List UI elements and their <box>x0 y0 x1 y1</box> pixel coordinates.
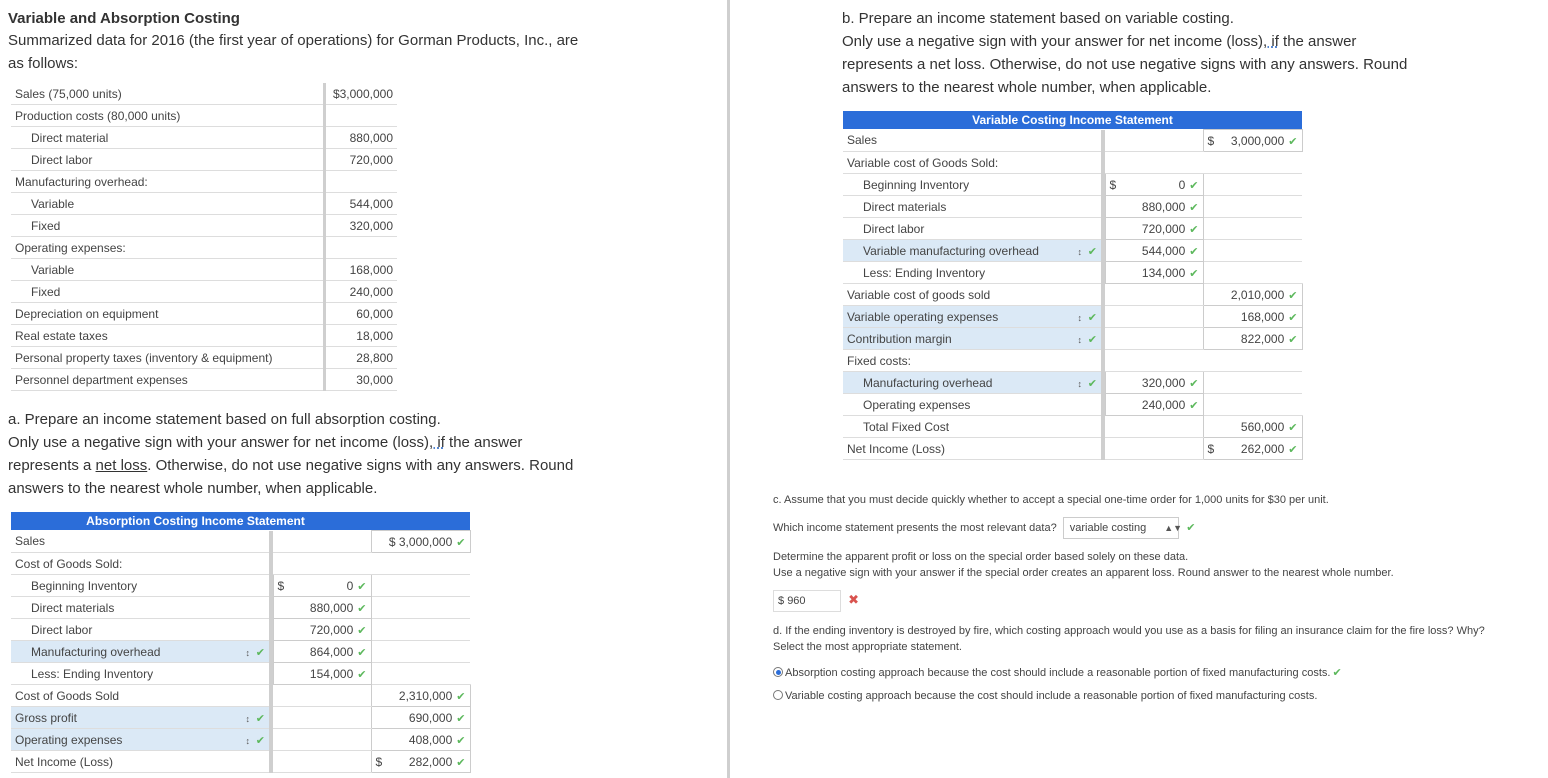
part-c-question: Which income statement presents the most relevant data? <box>773 522 1057 534</box>
check-icon: ✔ <box>255 646 265 659</box>
row-label: Direct materials <box>31 600 115 615</box>
check-icon: ✔ <box>1189 201 1199 214</box>
summary-row <box>11 303 397 325</box>
select-control[interactable] <box>1076 244 1097 258</box>
amount-column-3 <box>1203 262 1302 284</box>
part-a-line-4: answers to the nearest whole number, when applicable. <box>8 480 378 497</box>
statement-row <box>843 416 1302 438</box>
part-a-instructions <box>8 408 723 500</box>
summary-label: Manufacturing overhead: <box>11 171 323 193</box>
amount-column-2 <box>273 685 371 707</box>
part-b-line-2: Only use a negative sign with your answer for net income (loss), if the answer <box>842 33 1357 50</box>
summary-amount: 880,000 <box>326 127 397 149</box>
amount-column-2 <box>273 707 371 729</box>
amount-column-2 <box>273 531 371 553</box>
amount-column-3 <box>1203 372 1302 394</box>
check-icon: ✔ <box>1288 135 1298 148</box>
statement-row <box>11 597 470 619</box>
check-icon: ✔ <box>456 712 466 725</box>
dollar-sign: $ <box>1207 441 1215 456</box>
summary-amount <box>326 237 397 259</box>
row-label: Less: Ending Inventory <box>31 666 154 681</box>
statement-label <box>843 218 1101 240</box>
amount-column-2 <box>273 751 371 773</box>
row-label: Variable operating expenses <box>847 309 999 324</box>
amount-value: 0 <box>1178 177 1186 192</box>
dollar-sign: $ <box>1207 133 1215 148</box>
amount-column-2 <box>1105 152 1203 174</box>
statement-label <box>843 284 1101 306</box>
summary-row <box>11 193 397 215</box>
summary-amount: 544,000 <box>326 193 397 215</box>
row-label: Sales <box>847 133 878 148</box>
summary-amount <box>326 171 397 193</box>
row-label: Cost of Goods Sold <box>15 688 120 703</box>
row-label: Variable cost of goods sold <box>847 287 991 302</box>
amount-column-3 <box>371 641 470 663</box>
amount-column-2 <box>273 553 371 575</box>
part-c-section <box>773 492 1543 612</box>
amount-column-3[interactable] <box>371 751 470 773</box>
statement-label-select[interactable] <box>11 729 269 751</box>
summary-label: Direct material <box>11 127 323 149</box>
summary-row <box>11 281 397 303</box>
amount-column-2 <box>1105 306 1203 328</box>
amount-value: $ 3,000,000 <box>388 534 453 549</box>
statement-label <box>11 531 269 553</box>
amount-column-3[interactable] <box>1203 328 1302 350</box>
amount-column-3 <box>1203 394 1302 416</box>
summary-amount: 18,000 <box>326 325 397 347</box>
amount-value: 134,000 <box>1141 265 1186 280</box>
panel-divider <box>727 0 730 778</box>
check-icon: ✔ <box>1087 377 1097 390</box>
check-icon: ✔ <box>1288 421 1298 434</box>
amount-value: 2,010,000 <box>1230 287 1285 302</box>
part-a-line-1: a. Prepare an income statement based on full absorption costing. <box>8 411 441 428</box>
summary-label: Fixed <box>11 215 323 237</box>
amount-column-3 <box>1203 196 1302 218</box>
check-icon: ✔ <box>1189 245 1199 258</box>
row-label: Direct materials <box>863 199 947 214</box>
amount-column-3[interactable] <box>1203 130 1302 152</box>
statement-row <box>843 350 1302 372</box>
row-label: Net Income (Loss) <box>847 441 946 456</box>
select-arrows-icon: ↕ <box>1077 246 1083 257</box>
select-control[interactable] <box>244 733 265 747</box>
statement-row <box>11 531 470 553</box>
select-arrows-icon: ↕ <box>245 713 251 724</box>
statement-row <box>843 328 1302 350</box>
amount-column-3 <box>371 619 470 641</box>
glossary-link-if-b[interactable]: , if <box>1263 33 1279 50</box>
statement-row <box>843 438 1302 460</box>
check-icon: ✔ <box>456 690 466 703</box>
select-control[interactable] <box>1076 376 1097 390</box>
summary-label: Personnel department expenses <box>11 369 323 391</box>
check-icon: ✔ <box>1189 223 1199 236</box>
row-label: Total Fixed Cost <box>863 419 950 434</box>
part-b-line-1: b. Prepare an income statement based on variable costing. <box>842 10 1234 27</box>
summary-label: Operating expenses: <box>11 237 323 259</box>
amount-column-2 <box>1105 350 1203 372</box>
statement-row <box>11 641 470 663</box>
statement-label-select[interactable] <box>11 707 269 729</box>
amount-column-2[interactable] <box>273 619 371 641</box>
summary-label: Depreciation on equipment <box>11 303 323 325</box>
part-c-line-3: Determine the apparent profit or loss on the special order based solely on these data. <box>773 551 1189 563</box>
summary-amount: 168,000 <box>326 259 397 281</box>
statement-row <box>843 174 1302 196</box>
summary-amount: 30,000 <box>326 369 397 391</box>
row-label: Beginning Inventory <box>863 177 970 192</box>
amount-column-2[interactable] <box>273 597 371 619</box>
statement-label <box>11 685 269 707</box>
statement-label <box>11 751 269 773</box>
part-c-question-row <box>773 517 1543 539</box>
statement-label <box>843 350 1101 372</box>
part-b-instructions <box>842 7 1542 99</box>
check-icon: ✔ <box>357 580 367 593</box>
check-icon: ✔ <box>255 734 265 747</box>
amount-column-3 <box>1203 350 1302 372</box>
amount-column-3 <box>371 597 470 619</box>
amount-column-3[interactable] <box>371 707 470 729</box>
select-arrows-icon: ↕ <box>1077 334 1083 345</box>
select-arrows-icon: ↕ <box>245 735 251 746</box>
statement-row <box>843 284 1302 306</box>
amount-column-2 <box>1105 438 1203 460</box>
statement-label <box>11 619 269 641</box>
check-icon: ✔ <box>456 756 466 769</box>
summary-label: Sales (75,000 units) <box>11 83 323 105</box>
summary-row <box>11 215 397 237</box>
check-icon: ✔ <box>1087 245 1097 258</box>
statement-label-select[interactable] <box>843 240 1101 262</box>
row-label: Variable cost of Goods Sold: <box>847 155 999 170</box>
statement-row <box>11 707 470 729</box>
amount-column-3[interactable] <box>1203 284 1302 306</box>
summary-label: Real estate taxes <box>11 325 323 347</box>
check-icon: ✔ <box>1288 443 1298 456</box>
select-control[interactable] <box>1076 310 1097 324</box>
amount-column-3 <box>1203 240 1302 262</box>
summary-label: Fixed <box>11 281 323 303</box>
part-d-line-1: d. If the ending inventory is destroyed by fire, which costing approach would you use as a basis for filing an insurance claim for the fire loss? Why? <box>773 625 1485 637</box>
row-label: Contribution margin <box>847 331 952 346</box>
row-label: Net Income (Loss) <box>15 754 114 769</box>
amount-column-2[interactable] <box>1105 218 1203 240</box>
amount-column-2[interactable] <box>1105 262 1203 284</box>
statement-row <box>11 751 470 773</box>
amount-column-3[interactable] <box>1203 438 1302 460</box>
absorption-statement <box>11 512 470 773</box>
amount-value: 240,000 <box>1141 397 1186 412</box>
statement-label <box>843 152 1101 174</box>
summary-amount: 720,000 <box>326 149 397 171</box>
summary-row <box>11 325 397 347</box>
radio-variable[interactable] <box>773 690 783 700</box>
statement-row <box>843 152 1302 174</box>
dollar-sign: $ <box>375 754 383 769</box>
summary-row <box>11 105 397 127</box>
amount-value: 3,000,000 <box>1230 133 1285 148</box>
summary-label: Variable <box>11 259 323 281</box>
amount-column-3 <box>371 553 470 575</box>
statement-label-select[interactable] <box>843 306 1101 328</box>
part-a-line-3: represents a net loss. Otherwise, do not use negative signs with any answers. Round <box>8 457 574 474</box>
check-icon: ✔ <box>1288 311 1298 324</box>
dollar-sign: $ <box>277 578 285 593</box>
statement-row <box>843 394 1302 416</box>
amount-column-3 <box>1203 174 1302 196</box>
summary-amount: 240,000 <box>326 281 397 303</box>
select-arrows-icon: ▲▼ <box>1164 523 1183 533</box>
dollar-sign: $ <box>1109 177 1117 192</box>
row-label: Manufacturing overhead <box>31 644 161 659</box>
select-arrows-icon: ↕ <box>245 647 251 658</box>
summary-label: Production costs (80,000 units) <box>11 105 323 127</box>
amount-column-2[interactable] <box>1105 372 1203 394</box>
amount-column-3[interactable] <box>1203 416 1302 438</box>
summary-amount: $3,000,000 <box>326 83 397 105</box>
part-b-line-3: represents a net loss. Otherwise, do not use negative signs with any answers. Round <box>842 56 1408 73</box>
row-label: Operating expenses <box>863 397 971 412</box>
statement-label <box>843 416 1101 438</box>
amount-column-2[interactable] <box>273 575 371 597</box>
part-c-line-4: Use a negative sign with your answer if the special order creates an apparent loss. Round answer to the nearest whole number. <box>773 567 1394 579</box>
amount-column-2 <box>1105 130 1203 152</box>
statement-row <box>11 685 470 707</box>
statement-label <box>843 174 1101 196</box>
amount-column-2[interactable] <box>273 663 371 685</box>
statement-row <box>11 553 470 575</box>
check-icon: ✔ <box>357 668 367 681</box>
row-label: Gross profit <box>15 710 78 725</box>
variable-statement-header: Variable Costing Income Statement <box>843 111 1302 129</box>
summary-row <box>11 171 397 193</box>
summary-data-table <box>11 83 397 391</box>
amount-column-2[interactable] <box>1105 174 1203 196</box>
row-label: Cost of Goods Sold: <box>15 556 123 571</box>
amount-value: 154,000 <box>309 666 354 681</box>
statement-row <box>843 218 1302 240</box>
statement-label <box>11 597 269 619</box>
summary-row <box>11 127 397 149</box>
statement-label <box>843 196 1101 218</box>
page-title: Variable and Absorption Costing <box>8 10 240 27</box>
statement-row <box>843 306 1302 328</box>
summary-row <box>11 347 397 369</box>
statement-label <box>11 575 269 597</box>
statement-label <box>843 262 1101 284</box>
select-control[interactable] <box>1076 332 1097 346</box>
summary-amount: 28,800 <box>326 347 397 369</box>
check-icon: ✔ <box>357 602 367 615</box>
check-icon: ✔ <box>1186 522 1196 534</box>
select-arrows-icon: ↕ <box>1077 312 1083 323</box>
amount-column-2 <box>1105 328 1203 350</box>
radio-absorption[interactable] <box>773 667 783 677</box>
check-icon: ✔ <box>456 536 466 549</box>
amount-value: 560,000 <box>1240 419 1285 434</box>
statement-label-select[interactable] <box>843 372 1101 394</box>
check-icon: ✔ <box>1189 399 1199 412</box>
row-label: Direct labor <box>863 221 925 236</box>
intro-text <box>8 29 708 75</box>
part-d-section <box>773 623 1545 704</box>
statement-row <box>11 729 470 751</box>
relevant-statement-select[interactable]: variable costing ▲▼ <box>1063 517 1179 539</box>
amount-column-3 <box>1203 218 1302 240</box>
amount-value: 408,000 <box>408 732 453 747</box>
absorption-statement-header: Absorption Costing Income Statement <box>11 512 470 530</box>
amount-column-3[interactable] <box>371 729 470 751</box>
amount-column-3[interactable] <box>371 531 470 553</box>
check-icon: ✔ <box>1189 267 1199 280</box>
special-order-profit-input[interactable]: $ 960 <box>773 590 841 612</box>
part-a-line-2: Only use a negative sign with your answer for net income (loss), if the answer <box>8 434 523 451</box>
row-label: Fixed costs: <box>847 353 912 368</box>
select-control[interactable] <box>244 711 265 725</box>
summary-row <box>11 237 397 259</box>
summary-label: Direct labor <box>11 149 323 171</box>
check-icon: ✔ <box>1189 377 1199 390</box>
row-label: Less: Ending Inventory <box>863 265 986 280</box>
amount-column-3[interactable] <box>1203 306 1302 328</box>
check-icon: ✔ <box>1288 289 1298 302</box>
amount-column-2[interactable] <box>273 641 371 663</box>
statement-label <box>11 553 269 575</box>
amount-value: 282,000 <box>408 754 453 769</box>
statement-label <box>843 394 1101 416</box>
check-icon: ✔ <box>357 646 367 659</box>
check-icon: ✔ <box>255 712 265 725</box>
check-icon: ✔ <box>1189 179 1199 192</box>
amount-value: 720,000 <box>1141 221 1186 236</box>
amount-value: 168,000 <box>1240 309 1285 324</box>
row-label: Variable manufacturing overhead <box>863 243 1039 258</box>
amount-value: 2,310,000 <box>398 688 453 703</box>
summary-amount: 60,000 <box>326 303 397 325</box>
check-icon: ✔ <box>456 734 466 747</box>
cross-icon: ✖ <box>848 592 859 607</box>
statement-label-select[interactable] <box>11 641 269 663</box>
amount-value: 880,000 <box>1141 199 1186 214</box>
statement-row <box>843 196 1302 218</box>
part-c-answer-row <box>773 590 1543 612</box>
amount-value: 0 <box>346 578 354 593</box>
amount-column-2 <box>1105 284 1203 306</box>
summary-label: Variable <box>11 193 323 215</box>
amount-value: 880,000 <box>309 600 354 615</box>
glossary-link-net-loss[interactable]: net loss <box>95 457 148 474</box>
amount-column-3[interactable] <box>371 685 470 707</box>
statement-row <box>11 619 470 641</box>
amount-column-3 <box>371 663 470 685</box>
row-label: Sales <box>15 534 46 549</box>
select-arrows-icon: ↕ <box>1077 378 1083 389</box>
select-control[interactable] <box>244 645 265 659</box>
glossary-link-if[interactable]: , if <box>429 434 445 451</box>
option-absorption[interactable]: Absorption costing approach because the cost should include a reasonable portion of fixed manufacturing costs. ✔ <box>773 665 1545 681</box>
statement-row <box>11 663 470 685</box>
statement-row <box>11 575 470 597</box>
amount-column-2 <box>1105 416 1203 438</box>
summary-row <box>11 83 397 105</box>
amount-value: 320,000 <box>1141 375 1186 390</box>
check-icon: ✔ <box>1087 311 1097 324</box>
amount-column-3 <box>1203 152 1302 174</box>
amount-value: 720,000 <box>309 622 354 637</box>
summary-row <box>11 149 397 171</box>
check-icon: ✔ <box>1087 333 1097 346</box>
variable-statement-table <box>843 129 1303 460</box>
amount-value: 864,000 <box>309 644 354 659</box>
summary-label: Personal property taxes (inventory & equipment) <box>11 347 323 369</box>
statement-row <box>843 130 1302 152</box>
amount-value: 690,000 <box>408 710 453 725</box>
amount-column-2[interactable] <box>1105 196 1203 218</box>
amount-column-2 <box>273 729 371 751</box>
intro-line-2: as follows: <box>8 55 79 72</box>
amount-column-2[interactable] <box>1105 240 1203 262</box>
summary-amount: 320,000 <box>326 215 397 237</box>
summary-amount <box>326 105 397 127</box>
statement-label-select[interactable] <box>843 328 1101 350</box>
part-c-line-1: c. Assume that you must decide quickly whether to accept a special one-time order for 1,000 units for $30 per unit. <box>773 494 1329 506</box>
check-icon: ✔ <box>357 624 367 637</box>
part-d-line-2: Select the most appropriate statement. <box>773 641 962 653</box>
variable-statement <box>843 111 1302 460</box>
check-icon: ✔ <box>1332 667 1342 679</box>
row-label: Manufacturing overhead <box>863 375 993 390</box>
amount-column-2[interactable] <box>1105 394 1203 416</box>
statement-label <box>11 663 269 685</box>
amount-value: 822,000 <box>1240 331 1285 346</box>
amount-column-3 <box>371 575 470 597</box>
statement-row <box>843 262 1302 284</box>
row-label: Beginning Inventory <box>31 578 138 593</box>
absorption-statement-table <box>11 530 471 773</box>
statement-row <box>843 372 1302 394</box>
statement-label <box>843 438 1101 460</box>
statement-label <box>843 130 1101 152</box>
check-icon: ✔ <box>1288 333 1298 346</box>
part-b-line-4: answers to the nearest whole number, when applicable. <box>842 79 1212 96</box>
statement-row <box>843 240 1302 262</box>
amount-value: 262,000 <box>1240 441 1285 456</box>
option-variable[interactable]: Variable costing approach because the cost should include a reasonable portion of fixed manufacturing costs. <box>773 688 1545 704</box>
summary-row <box>11 259 397 281</box>
row-label: Operating expenses <box>15 732 123 747</box>
amount-value: 544,000 <box>1141 243 1186 258</box>
intro-line-1: Summarized data for 2016 (the first year of operations) for Gorman Products, Inc., are <box>8 32 579 49</box>
summary-row <box>11 369 397 391</box>
row-label: Direct labor <box>31 622 93 637</box>
